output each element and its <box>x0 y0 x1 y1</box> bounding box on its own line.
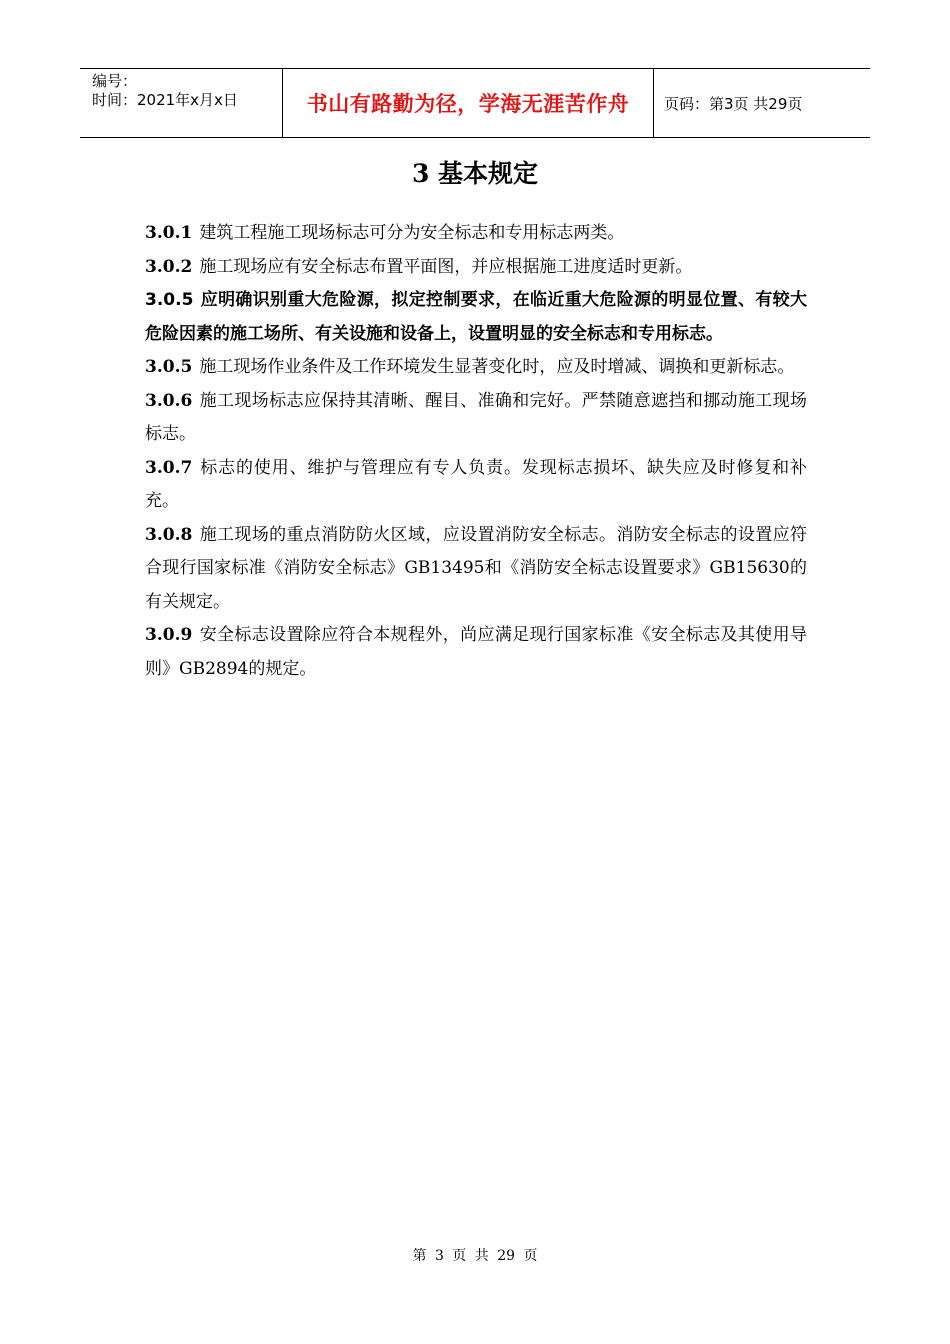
clause-text: 应明确识别重大危险源，拟定控制要求，在临近重大危险源的明显位置、有较大危险因素的施工场所、有关设施和设备上，设置明显的安全标志和专用标志。 <box>145 290 807 344</box>
clause-text: 施工现场作业条件及工作环境发生显著变化时，应及时增减、调换和更新标志。 <box>199 357 795 377</box>
clause-3-0-6 <box>145 385 807 452</box>
clause-number: 3.0.2 <box>145 256 193 277</box>
clause-text: 标志的使用、维护与管理应有专人负责。发现标志损坏、缺失应及时修复和补充。 <box>145 457 807 511</box>
header-meta <box>80 69 282 137</box>
clause-3-0-9 <box>145 619 807 686</box>
clause-3-0-2 <box>145 251 807 285</box>
clause-number: 3.0.5 <box>145 357 193 377</box>
clause-3-0-5-hazard <box>145 284 807 351</box>
clause-3-0-5 <box>145 351 807 385</box>
page-footer: 第 3 页 共 29 页 <box>412 1248 538 1264</box>
clause-number: 3.0.5 <box>145 290 194 310</box>
clause-text: 施工现场标志应保持其清晰、醒目、准确和完好。严禁随意遮挡和挪动施工现场标志。 <box>145 390 807 444</box>
clause-text: 施工现场应有安全标志布置平面图，并应根据施工进度适时更新。 <box>199 256 693 277</box>
clause-number: 3.0.9 <box>145 625 193 645</box>
clause-text: 安全标志设置除应符合本规程外，尚应满足现行国家标准《安全标志及其使用导则》GB2894的规定。 <box>145 625 807 679</box>
clause-3-0-7 <box>145 452 807 519</box>
clause-number: 3.0.8 <box>145 524 193 545</box>
header-page-info: 页码：第3页 共29页 <box>664 94 803 113</box>
page-header <box>80 68 870 138</box>
date-label: 时间：2021年x月x日 <box>92 91 238 109</box>
clause-3-0-8 <box>145 519 807 620</box>
clause-list <box>145 217 807 686</box>
section-title: 3 基本规定 <box>411 159 539 188</box>
clause-text: 施工现场的重点消防防火区域，应设置消防安全标志。消防安全标志的设置应符合现行国家标准《消防安全标志》GB13495和《消防安全标志设置要求》GB15630的有关规定。 <box>145 524 807 612</box>
clause-3-0-1 <box>145 217 807 251</box>
clause-number: 3.0.7 <box>145 457 193 478</box>
number-label: 编号： <box>92 72 138 90</box>
clause-number: 3.0.1 <box>145 223 193 243</box>
clause-number: 3.0.6 <box>145 390 193 411</box>
header-motto: 书山有路勤为径，学海无涯苦作舟 <box>282 69 654 137</box>
clause-text: 建筑工程施工现场标志可分为安全标志和专用标志两类。 <box>199 223 625 243</box>
